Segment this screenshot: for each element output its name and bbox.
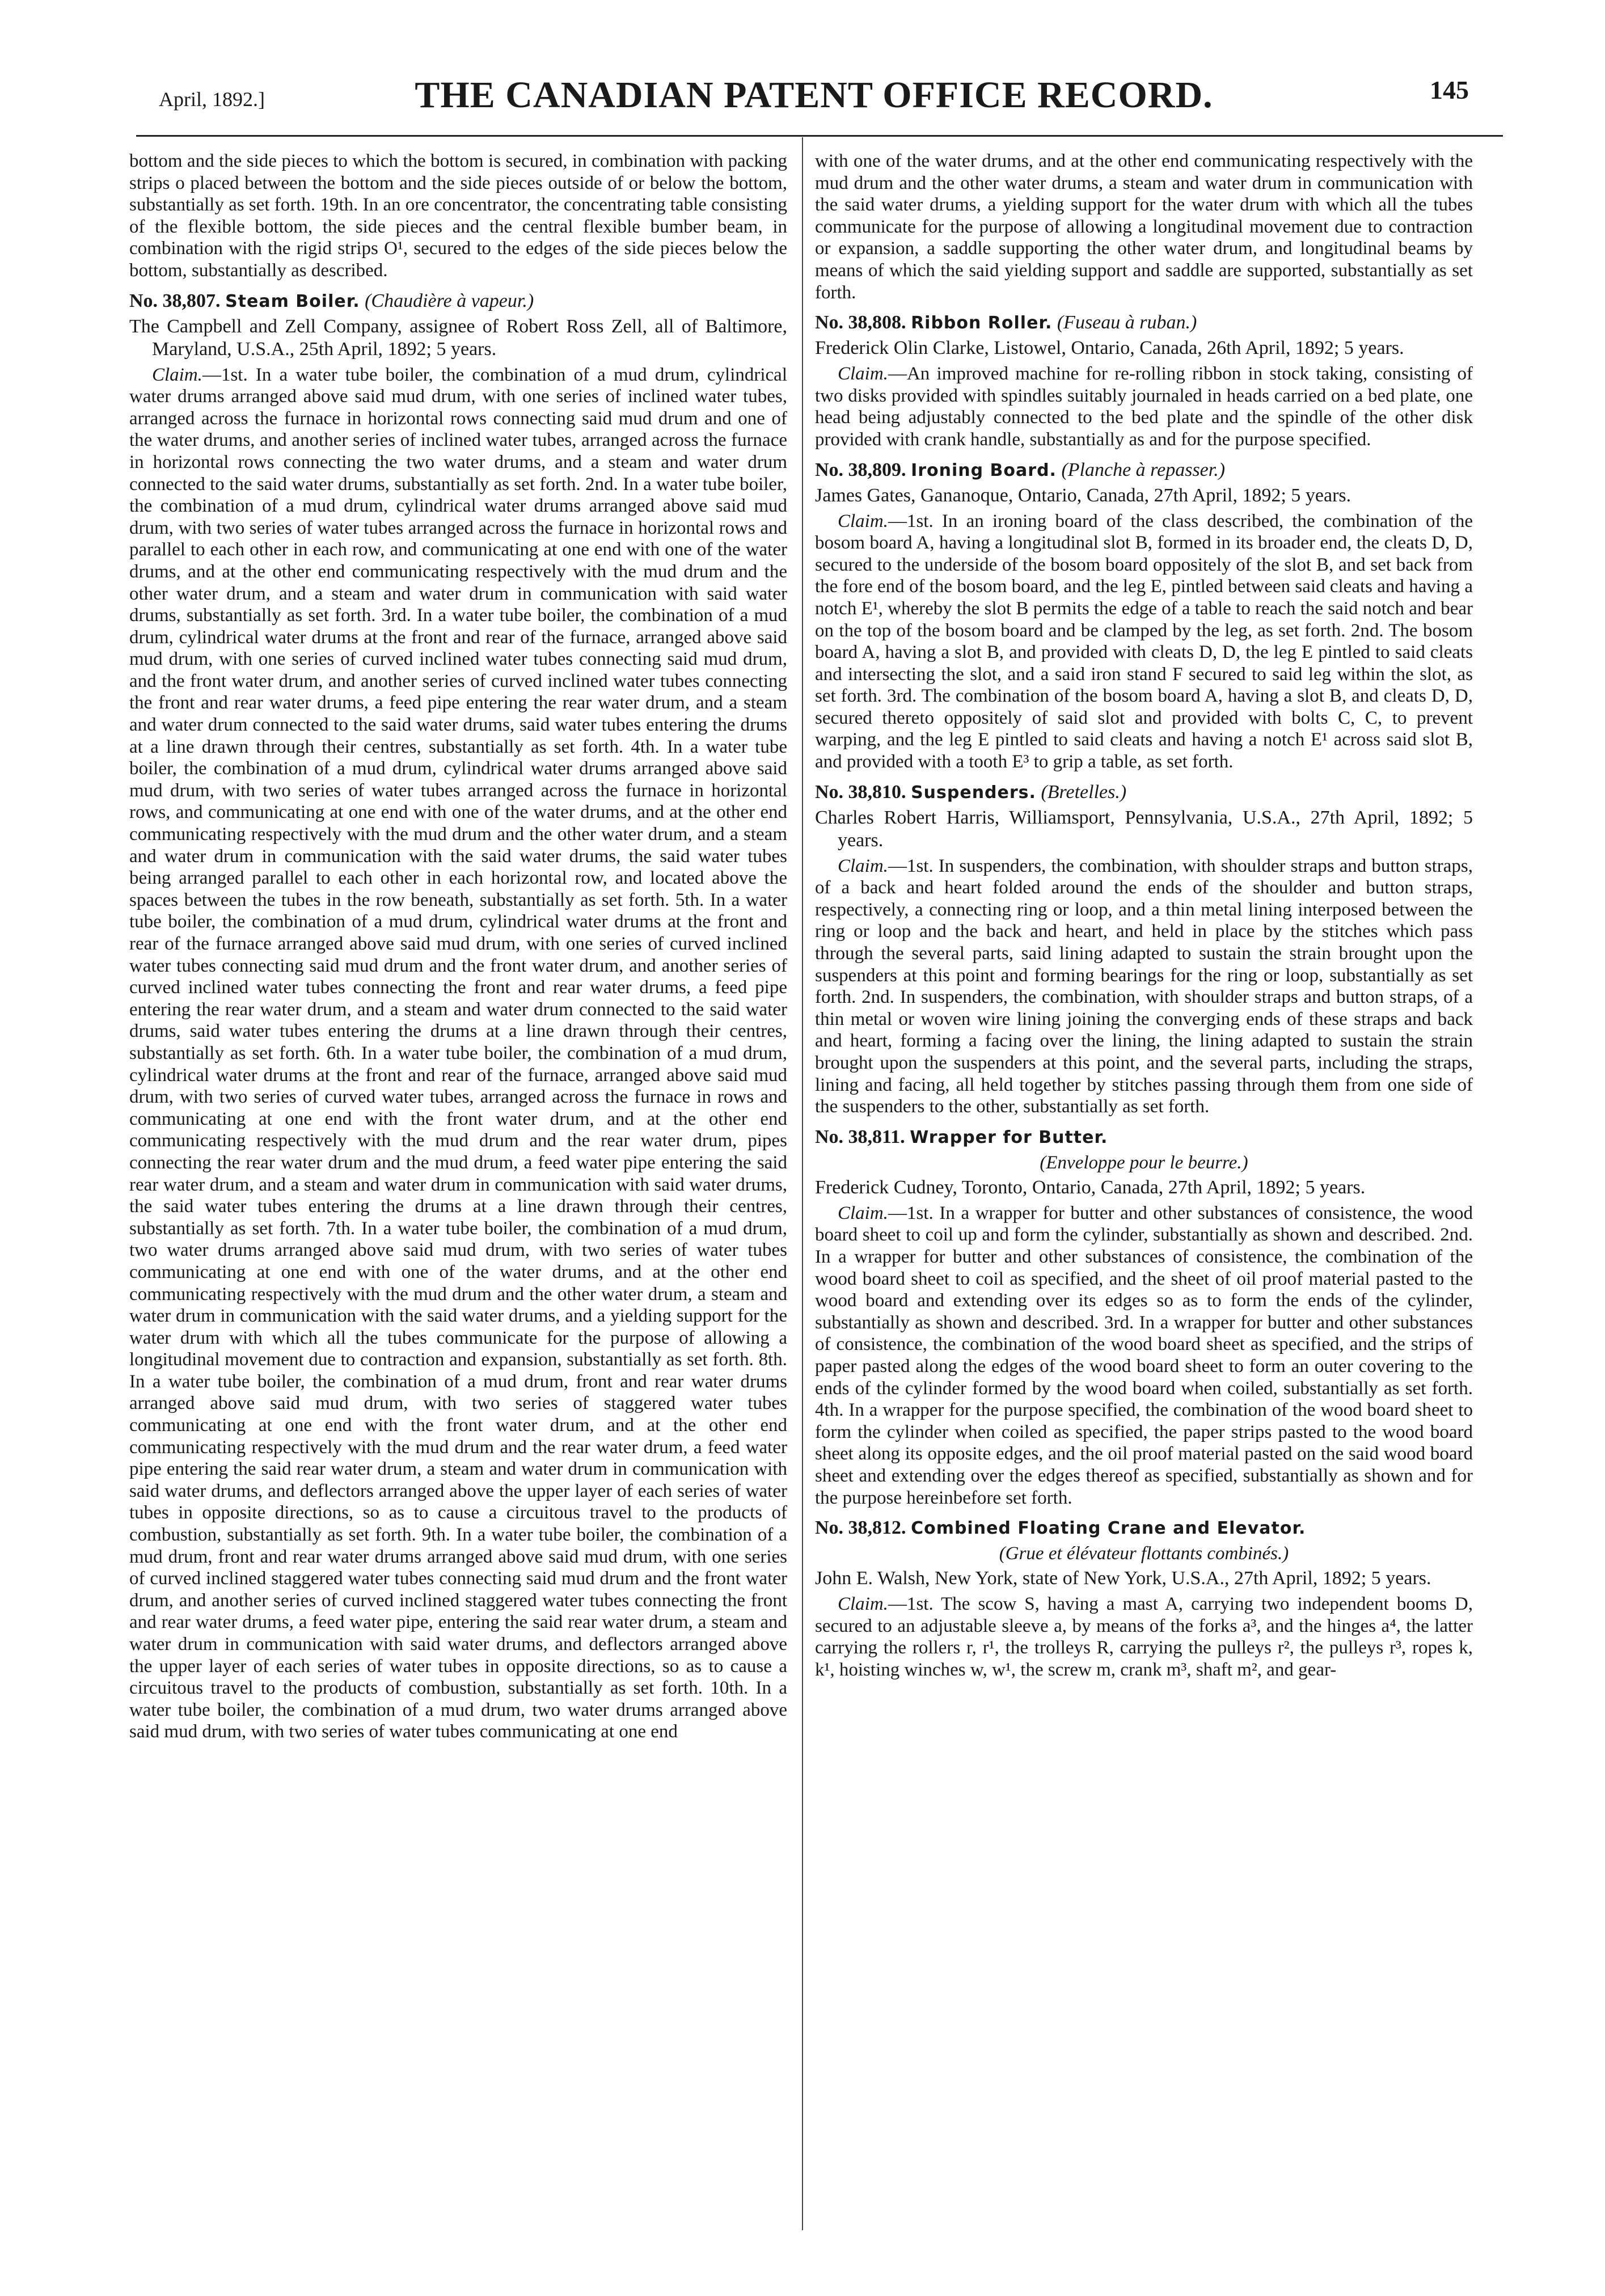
invention-title: Steam Boiler.: [225, 291, 360, 311]
patent-number: No. 38,809.: [815, 459, 906, 480]
claim-paragraph: [815, 510, 1473, 773]
patent-entry-38809: [815, 459, 1473, 773]
claim-text: —1st. The scow S, having a mast A, carrying two independent booms D, secured to an adjustable sleeve a, by means of the forks a³, and the hinges a⁴, the latter carrying the rollers r, r¹, the trolleys R, carrying the pulleys r², the pulleys r³, ropes k, k¹, hoisting winches w, w¹, the screw m, crank m³, shaft m², and gear-: [815, 1594, 1473, 1680]
claim-text: —1st. In a wrapper for butter and other substances of consistence, the wood board sheet to coil up and form the cylinder, substantially as shown and described. 2nd. In a wrapper for butter and other substances of consistence, the combination of the wood board sheet to coil as specified, and the sheet of oil proof material pasted to the wood board and extending over its edges so as to form the ends of the cylinder, substantially as shown and described. 3rd. In a wrapper for butter and other substances of consistence, the combination of the wood board sheet as specified, and the strips of paper pasted along the edges of the wood board sheet to form an outer covering to the ends of the cylinder formed by the wood board when coiled, substantially as set forth. 4th. In a wrapper for the purpose specified, the combination of the wood board sheet to form the cylinder when coiled as specified, the paper strips pasted to the wood board sheet along its opposite edges, and the oil proof material pasted on the said wood board sheet and extending over the edges thereof as specified, substantially as shown and for the purpose hereinbefore set forth.: [815, 1202, 1473, 1508]
issue-date: April, 1892.]: [159, 88, 265, 111]
column-divider: [802, 137, 803, 2230]
patent-number: No. 38,808.: [815, 312, 906, 334]
claim-text: —1st. In a water tube boiler, the combination of a mud drum, cylindrical water drums arranged above said mud drum, with one series of inclined water tubes, arranged across the furnace in horizontal rows connecting said mud drum and one of the water drums, and another series of inclined water tubes, arranged across the furnace in horizontal rows connecting the two water drums, and a steam and water drum connected to the said water drums, substantially as set forth. 2nd. In a water tube boiler, the combination of a mud drum, cylindrical water drums arranged above said mud drum, with two series of water tubes arranged across the furnace in horizontal rows and parallel to each other in each row, and communicating at one end with one of the water drums, and at the other end communicating respectively with the mud drum and the other water drum, and a steam and water drum in communication with said water drums, substantially as set forth. 3rd. In a water tube boiler, the combination of a mud drum, cylindrical water drums at the front and rear of the furnace, arranged above said mud drum, with one series of curved inclined water tubes connecting said mud drum, and the front water drum, and another series of curved inclined water tubes connecting the front and rear water drums, a feed pipe entering the rear water drum, and a steam and water drum connected to the said water drums, said water tubes entering the drums at a line drawn through their centres, substantially as set forth. 4th. In a water tube boiler, the combination of a mud drum, cylindrical water drums arranged above said mud drum, with two series of water tubes arranged across the furnace in horizontal rows, and communicating at one end with one of the water drums, and at the other end communicating respectively with the mud drum and the other water drum, and a steam and water drum in communication with the said water drums, the said water tubes being arranged parallel to each other in each horizontal row, and located above the spaces between the tubes in the row beneath, substantially as set forth. 5th. In a water tube boiler, the combination of a mud drum, cylindrical water drums at the front and rear of the furnace arranged above said mud drum, with one series of curved inclined water tubes connecting said mud drum and the front water drum, and another series of curved inclined water tubes connecting the front and rear water drums, a feed pipe entering the rear water drum, and a steam and water drum connected to the said water drums, said water tubes entering the drums at a line drawn through their centres, substantially as set forth. 6th. In a water tube boiler, the combination of a mud drum, cylindrical water drums at the front and rear of the furnace, arranged above said mud drum, with two series of curved water tubes, arranged across the furnace in rows and communicating at one end with the front water drum, and at the other end communicating respectively with the mud drum and the rear water drum, pipes connecting the rear water drum and the mud drum, a feed water pipe entering the said rear water drum, and a steam and water drum in communication with said water drums, the said water tubes entering the drums at a line drawn through their centres, substantially as set forth. 7th. In a water tube boiler, the combination of a mud drum, two water drums arranged above said mud drum, with two series of water tubes communicating at one end with one of the water drums, and at the other end communicating respectively with the mud drum and the other water drum, a steam and water drum in communication with the said water drums, and a yielding support for the water drum with which all the tubes communicate for the purpose of allowing a longitudinal movement due to contraction and expansion, substantially as set forth. 8th. In a water tube boiler, the combination of a mud drum, front and rear water drums arranged above said mud drum, with two series of staggered water tubes communicating at one end with the front water drum, and at the other end communicating respectively with the mud drum and the rear water drum, a feed water pipe entering the said rear water drum, a steam and water drum in communication with said water drums, and deflectors arranged above the upper layer of each series of water tubes in opposite directions, so as to cause a circuitous travel to the products of combustion, substantially as set forth. 9th. In a water tube boiler, the combination of a mud drum, front and rear water drums arranged above said mud drum, with one series of curved inclined staggered water tubes connecting said mud drum and the front water drum, and another series of curved inclined staggered water tubes connecting the front and rear water drums, a feed water pipe, entering the said rear water drum, a steam and water drum in communication with said water drums, and deflectors arranged above the upper layer of each series of water tubes in opposite directions, so as to cause a circuitous travel to the products of combustion, substantially as set forth. 10th. In a water tube boiler, the combination of a mud drum, two water drums arranged above said mud drum, with two series of water tubes communicating at one end: [129, 364, 787, 1742]
invention-title: Wrapper for Butter.: [910, 1127, 1108, 1147]
invention-title: Ironing Board.: [911, 460, 1057, 480]
entry-heading: [815, 459, 1473, 482]
patentee: The Campbell and Zell Company, assignee of Robert Ross Zell, all of Baltimore, Maryland, U.S.A., 25th April, 1892; 5 years.: [129, 315, 787, 360]
claim-paragraph: [815, 1202, 1473, 1509]
patentee: John E. Walsh, New York, state of New York, U.S.A., 27th April, 1892; 5 years.: [815, 1568, 1431, 1589]
patent-entry-38807: [129, 290, 787, 1743]
claim-text: —An improved machine for re-rolling ribbon in stock taking, consisting of two disks provided with spindles suitably journaled in heads carried on a bed plate, one head being adjustably connected to the bed plate and the spindle of the other disk provided with crank handle, substantially as and for the purpose specified.: [815, 364, 1473, 450]
entry-heading: [815, 781, 1473, 804]
page-header: [153, 62, 1475, 125]
right-column: [815, 150, 1473, 1681]
claim-label: Claim.: [838, 1594, 888, 1615]
patent-number: No. 38,812.: [815, 1517, 906, 1539]
claim-paragraph: [815, 363, 1473, 450]
claim-text: —1st. In suspenders, the combination, with shoulder straps and button straps, of a back and heart folded around the ends of the shoulder and button straps, respectively, a connecting ring or loop, and a thin metal lining interposed between the ring or loop and the back and heart, and held in place by the stitches which pass through the several parts, said lining adapted to sustain the strain brought upon the suspenders at this point and forming bearings for the ring or loop, substantially as set forth. 2nd. In suspenders, the combination, with shoulder straps and button straps, of a thin metal or woven wire lining joining the converging ends of these straps and back and heart, forming a facing over the lining, the lining adapted to sustain the strain brought upon the suspenders at this point, and the several parts, including the straps, lining and facing, all held together by stitches passing through them from one side of the suspenders to the other, substantially as set forth.: [815, 855, 1473, 1117]
patentee: Frederick Olin Clarke, Listowel, Ontario, Canada, 26th April, 1892; 5 years.: [815, 337, 1404, 359]
claim-text: —1st. In an ironing board of the class described, the combination of the bosom board A, having a longitudinal slot B, formed in its broader end, the cleats D, D, secured to the underside of the bosom board oppositely of the slot B, and set back from the fore end of the bosom board, and the leg E, pintled between said cleats and having a notch E¹, whereby the slot B permits the edge of a table to reach the said notch and bear on the top of the bosom board and be clamped by the leg, as set forth. 2nd. The bosom board A, having a slot B, and provided with cleats D, D, the leg E pintled to said cleats and intersecting the slot, and a said iron stand F secured to said leg within the slot, as set forth. 3rd. The combination of the bosom board A, having a slot B, and cleats D, D, secured thereto oppositely of said slot and provided with bolts C, C, to prevent warping, and the leg E pintled to said cleats and having a notch E¹ across said slot B, and provided with a tooth E³ to grip a table, as set forth.: [815, 510, 1473, 773]
claim-label: Claim.: [838, 1202, 888, 1223]
continued-claim-text: bottom and the side pieces to which the bottom is secured, in combination with packing strips o placed between the bottom and the side pieces outside of or below the bottom, substantially as set forth. 19th. In an ore concentrator, the concentrating table consisting of the flexible bottom, the side pieces and the central flexible bumber beam, in combination with the rigid strips O¹, secured to the edges of the side pieces below the bottom, substantially as described.: [129, 151, 787, 281]
french-title: (Chaudière à vapeur.): [365, 290, 534, 311]
patentee: Charles Robert Harris, Williamsport, Pennsylvania, U.S.A., 27th April, 1892; 5 years.: [815, 807, 1473, 851]
continued-claim-text: with one of the water drums, and at the other end communicating respectively with the mud drum and the other water drums, a steam and water drum in communication with the said water drums, a yielding support for the water drum with which all the tubes communicate for the purpose of allowing a longitudinal movement due to contraction or expansion, a saddle supporting the other water drum, and longitudinal beams by means of which the said yielding support and saddle are supported, substantially as set forth.: [815, 151, 1473, 303]
entry-heading: [815, 1517, 1473, 1540]
patent-entry-38810: [815, 781, 1473, 1118]
patent-entry-38808: [815, 311, 1473, 450]
french-title: (Bretelles.): [1041, 781, 1127, 803]
french-title: (Planche à repasser.): [1061, 459, 1226, 480]
claim-paragraph: [129, 364, 787, 1743]
claim-paragraph: [815, 855, 1473, 1118]
patent-number: No. 38,807.: [129, 290, 221, 311]
left-column: [129, 150, 787, 1743]
claim-paragraph: [815, 1593, 1473, 1681]
patentee: Frederick Cudney, Toronto, Ontario, Canada, 27th April, 1892; 5 years.: [815, 1176, 1366, 1198]
patent-entry-38811: [815, 1126, 1473, 1509]
french-title: (Grue et élévateur flottants combinés.): [999, 1543, 1289, 1564]
patent-entry-38812: [815, 1517, 1473, 1681]
patent-number: No. 38,810.: [815, 781, 906, 803]
invention-title: Ribbon Roller.: [911, 313, 1053, 334]
french-title: (Fuseau à ruban.): [1057, 312, 1197, 334]
claim-label: Claim.: [838, 510, 888, 531]
invention-title: Suspenders.: [911, 782, 1036, 803]
publication-title: THE CANADIAN PATENT OFFICE RECORD.: [415, 74, 1213, 116]
header-rule: [136, 135, 1503, 137]
entry-heading: [815, 311, 1473, 335]
patentee: James Gates, Gananoque, Ontario, Canada, 27th April, 1892; 5 years.: [815, 484, 1351, 506]
entry-heading: [129, 290, 787, 313]
patent-number: No. 38,811.: [815, 1126, 905, 1147]
page-number: 145: [1430, 75, 1469, 104]
claim-label: Claim.: [152, 364, 202, 385]
french-title: (Enveloppe pour le beurre.): [1040, 1152, 1248, 1173]
entry-heading: [815, 1126, 1473, 1149]
claim-label: Claim.: [838, 364, 888, 385]
claim-label: Claim.: [838, 855, 888, 876]
invention-title: Combined Floating Crane and Elevator.: [911, 1518, 1306, 1539]
